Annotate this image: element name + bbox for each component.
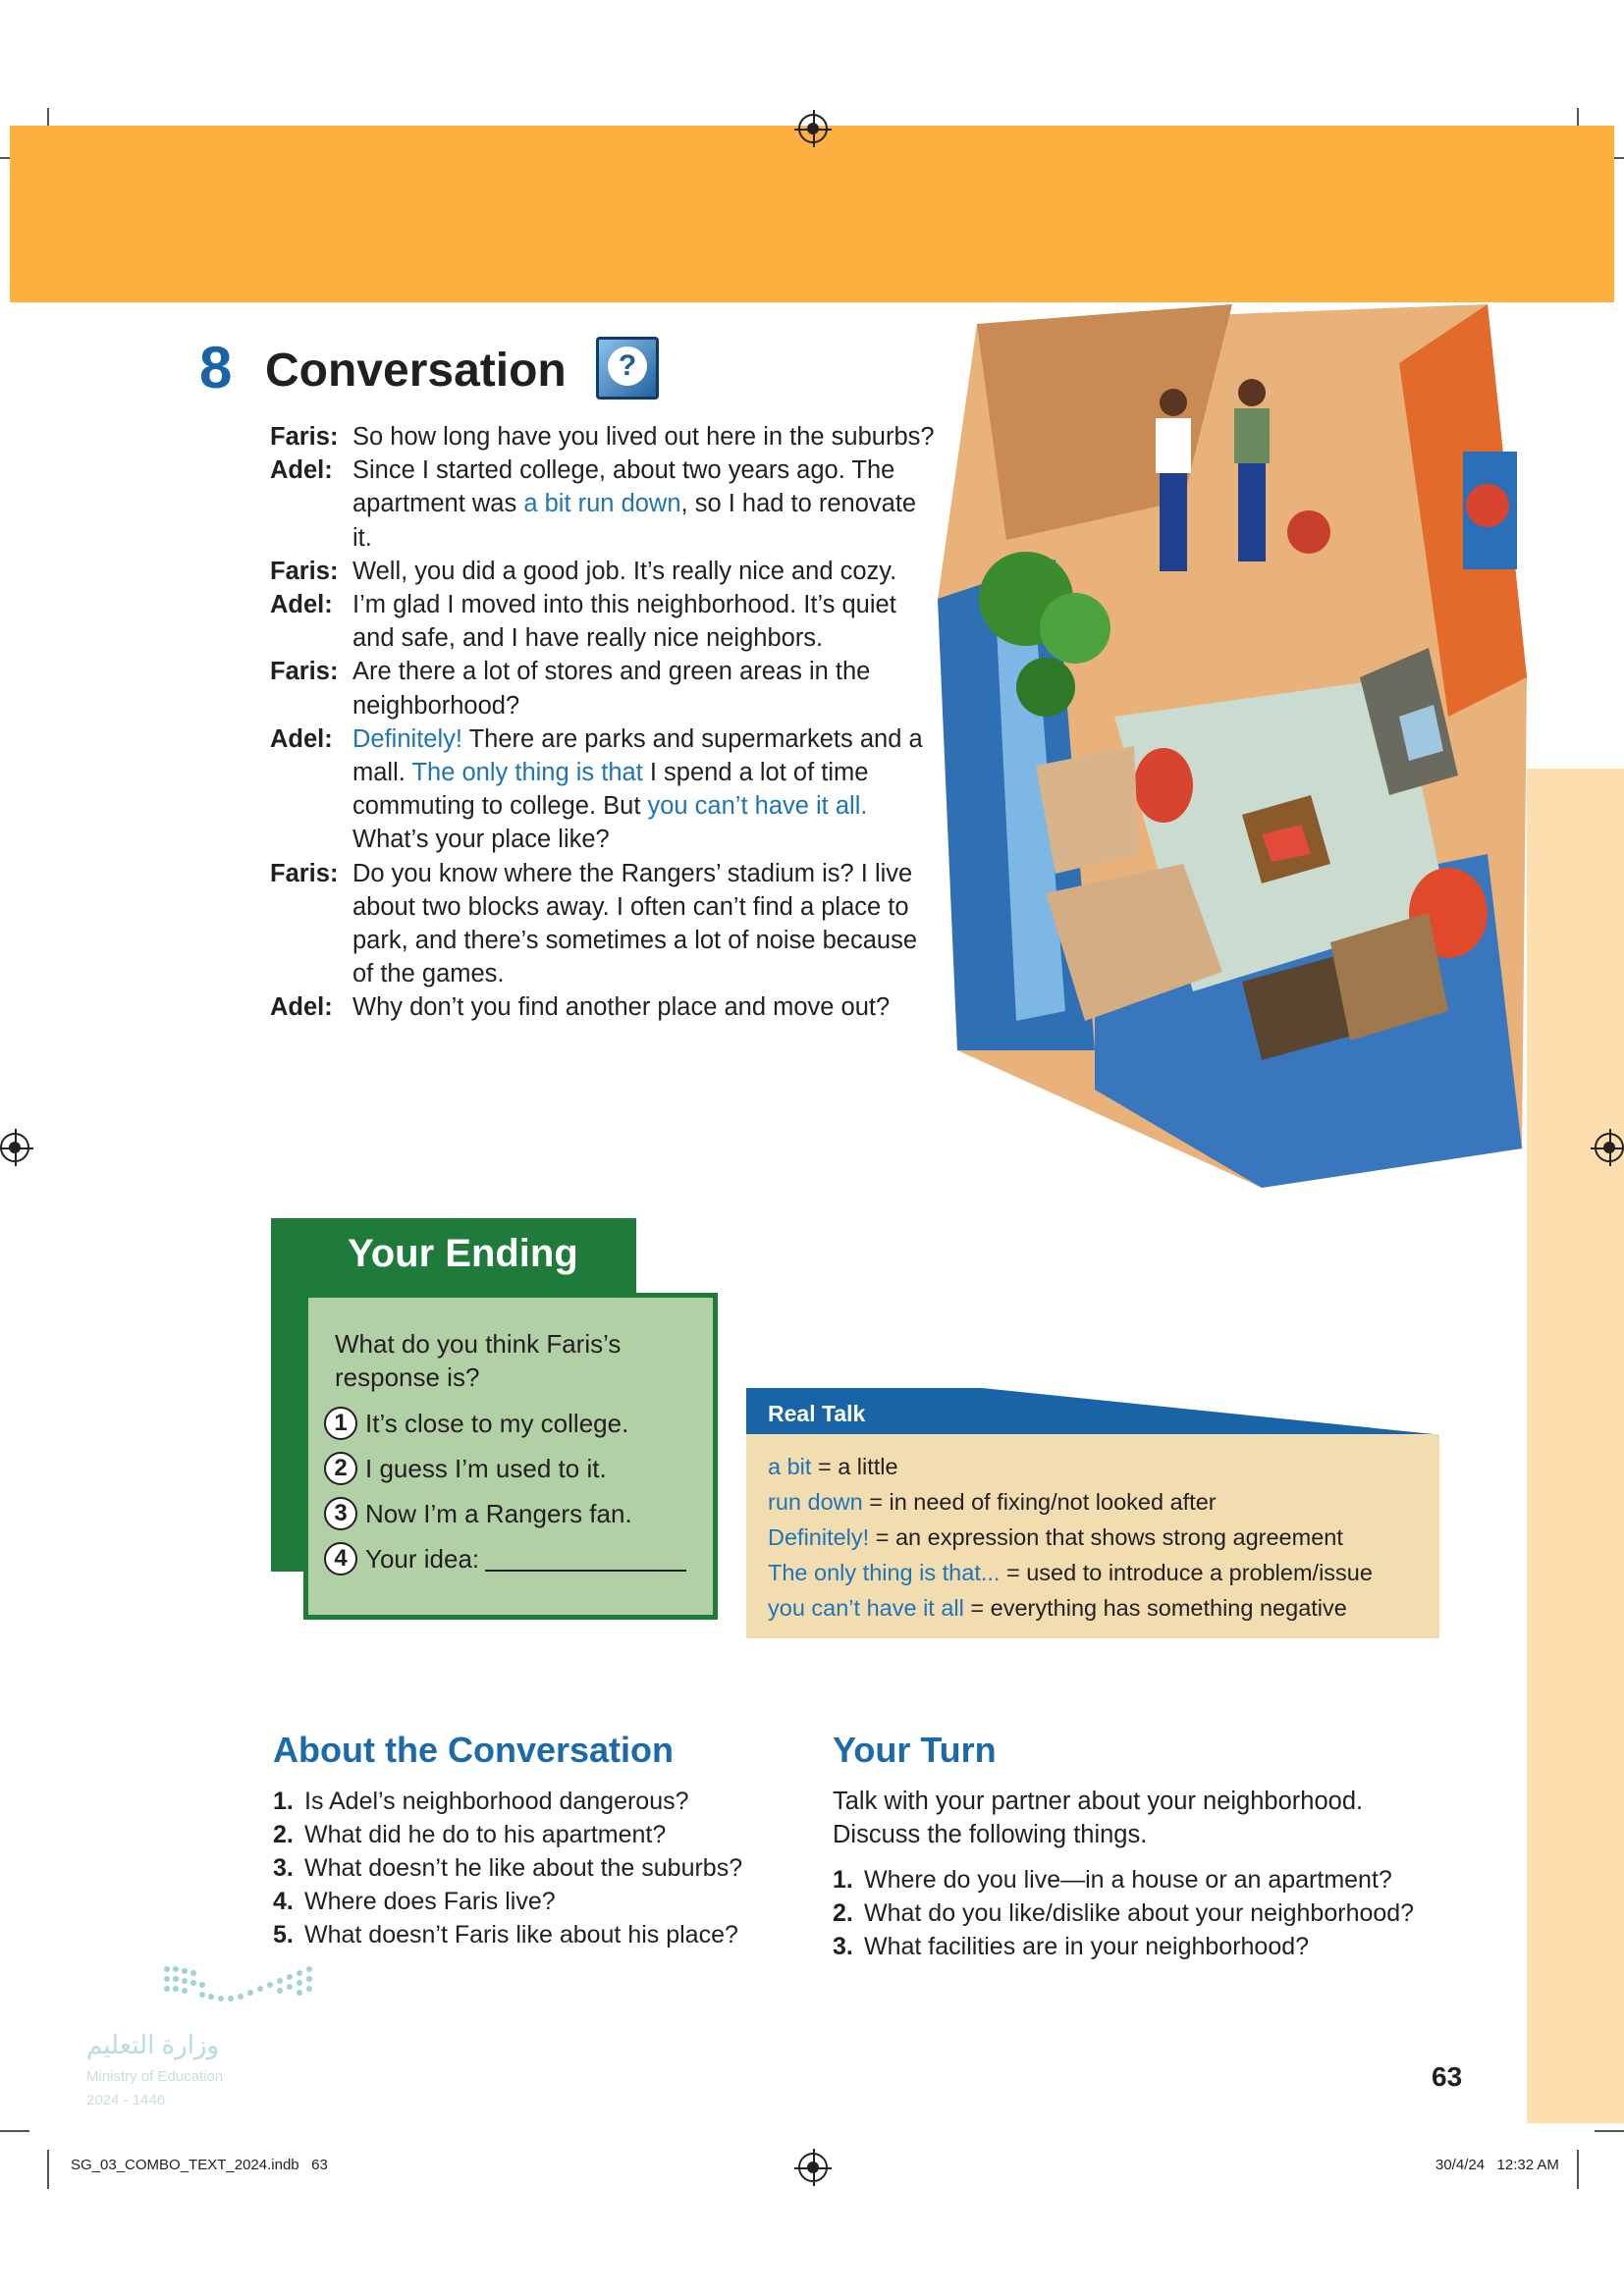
option-text: Now I’m a Rangers fan. — [365, 1498, 632, 1528]
utterance-text: What’s your place like? — [352, 826, 610, 854]
your-ending-question: What do you think Faris’s response is? — [335, 1329, 622, 1392]
speaker-utterance — [352, 555, 938, 588]
section-title: Conversation — [265, 345, 567, 397]
conversation-line — [270, 454, 938, 555]
real-talk-item — [768, 1484, 1435, 1520]
crop-mark — [1595, 2130, 1624, 2132]
real-talk-item — [768, 1555, 1435, 1590]
speaker-name: Adel: — [270, 591, 333, 619]
ministry-year: 2024 - 1446 — [86, 2092, 166, 2109]
ending-option — [324, 1407, 628, 1440]
conversation-dialog — [270, 420, 938, 1025]
ministry-arabic-name: وزارة التعليم — [86, 2030, 220, 2059]
list-item: 5. What doesn’t Faris like about his place? — [273, 1921, 738, 1949]
about-conversation-questions — [273, 1785, 803, 1951]
your-ending-title: Your Ending — [348, 1232, 578, 1275]
real-talk-term: run down — [768, 1489, 863, 1515]
real-talk-definition: = used to introduce a problem/issue — [1000, 1560, 1373, 1585]
ending-option — [324, 1452, 607, 1485]
about-conversation-title: About the Conversation — [273, 1730, 675, 1770]
highlighted-expression: a bit run down — [523, 490, 681, 518]
real-talk-definition: = a little — [811, 1454, 898, 1479]
option-text: I guess I’m used to it. — [365, 1453, 607, 1483]
conversation-line — [270, 655, 938, 721]
real-talk-term: The only thing is that... — [768, 1560, 1001, 1585]
speaker-utterance — [352, 420, 938, 454]
speaker-name: Faris: — [270, 658, 339, 686]
list-item: 1. Is Adel’s neighborhood dangerous? — [273, 1788, 689, 1815]
conversation-line — [270, 990, 938, 1024]
speaker-name: Faris: — [270, 859, 339, 887]
list-item: 1. Where do you live—in a house or an apartment? — [833, 1866, 1392, 1894]
conversation-line — [270, 722, 938, 857]
conversation-line — [270, 555, 938, 588]
answer-blank-line[interactable] — [485, 1546, 686, 1572]
crop-mark — [1577, 2150, 1579, 2189]
utterance-text: Are there a lot of stores and green areas in the neighborhood? — [352, 658, 871, 720]
utterance-text: Why don’t you find another place and move out? — [352, 993, 891, 1022]
option-number-badge: 3 — [324, 1497, 357, 1530]
real-talk-term: Definitely! — [768, 1524, 870, 1550]
section-number: 8 — [199, 335, 233, 400]
registration-mark-icon — [0, 1133, 29, 1162]
highlighted-expression: The only thing is that — [411, 759, 643, 787]
ending-option — [324, 1497, 632, 1530]
real-talk-list — [768, 1449, 1435, 1626]
conversation-line — [270, 420, 938, 454]
registration-mark-icon — [798, 114, 828, 143]
speaker-utterance — [352, 722, 938, 857]
real-talk-title: Real Talk — [768, 1401, 866, 1426]
option-number-badge: 1 — [324, 1407, 357, 1440]
real-talk-item — [768, 1590, 1435, 1626]
real-talk-term: a bit — [768, 1454, 812, 1479]
real-talk-definition: = an expression that shows strong agreement — [869, 1524, 1343, 1550]
real-talk-definition: = in need of fixing/not looked after — [862, 1489, 1217, 1515]
list-item: 3. What doesn’t he like about the suburbs? — [273, 1854, 743, 1882]
option-number-badge: 2 — [324, 1452, 357, 1485]
footer-timestamp: 30/4/24 12:32 AM — [1435, 2157, 1559, 2173]
option-number-badge: 4 — [324, 1542, 357, 1575]
living-room-illustration — [938, 304, 1527, 1188]
real-talk-item — [768, 1449, 1435, 1484]
option-text: Your idea: — [365, 1543, 480, 1574]
speaker-utterance — [352, 454, 938, 555]
ending-option — [324, 1542, 686, 1575]
list-item: 3. What facilities are in your neighborhood? — [833, 1933, 1310, 1960]
list-item: 2. What do you like/dislike about your neighborhood? — [833, 1899, 1415, 1927]
utterance-text: There are parks and supermarkets and a mall. — [352, 724, 923, 787]
utterance-text: Do you know where the Rangers’ stadium is? I live about two blocks away. I often can’t find a place to park, and there’s sometimes a lot of noise because of the games. — [352, 859, 918, 988]
highlighted-expression: you can’t have it all. — [647, 792, 868, 821]
crop-mark — [47, 2150, 49, 2189]
ministry-logo-dots-icon — [162, 1963, 324, 2017]
speaker-name: Adel: — [270, 456, 333, 485]
speaker-name: Faris: — [270, 557, 339, 585]
conversation-line — [270, 857, 938, 991]
speaker-utterance — [352, 655, 938, 721]
utterance-text: Since I started college, about two years ago. The apartment was — [352, 456, 895, 518]
highlighted-expression: Definitely! — [352, 724, 462, 753]
option-text: It’s close to my college. — [365, 1408, 629, 1438]
utterance-text: , so I had to renovate it. — [352, 490, 917, 552]
list-item: 2. What did he do to his apartment? — [273, 1821, 667, 1848]
real-talk-definition: = everything has something negative — [963, 1595, 1347, 1621]
utterance-text: So how long have you lived out here in the suburbs? — [352, 423, 935, 451]
your-turn-questions — [833, 1863, 1481, 1963]
utterance-text: Well, you did a good job. It’s really nice and cozy. — [352, 557, 897, 585]
header-orange-band — [10, 126, 1614, 302]
your-turn-intro: Talk with your partner about your neighborhood. Discuss the following things. — [833, 1788, 1364, 1848]
conversation-line — [270, 588, 938, 655]
list-item: 4. Where does Faris live? — [273, 1888, 556, 1915]
page-number: 63 — [1432, 2061, 1463, 2092]
speaker-utterance — [352, 857, 938, 991]
speaker-utterance — [352, 588, 938, 655]
speaker-name: Faris: — [270, 423, 339, 451]
help-question-icon: ? — [596, 337, 659, 400]
utterance-text: I’m glad I moved into this neighborhood. It’s quiet and safe, and I have really nice neighbors. — [352, 591, 896, 653]
crop-mark — [0, 2130, 29, 2132]
real-talk-term: you can’t have it all — [768, 1595, 964, 1621]
speaker-name: Adel: — [270, 993, 333, 1022]
ministry-english-block — [86, 2065, 223, 2112]
speaker-name: Adel: — [270, 724, 333, 753]
footer-file-info: SG_03_COMBO_TEXT_2024.indb 63 — [71, 2157, 328, 2173]
speaker-utterance — [352, 990, 938, 1024]
utterance-text: I spend a lot of time commuting to college. But — [352, 759, 869, 821]
registration-mark-icon — [1595, 1133, 1624, 1162]
ministry-english-name: Ministry of Education — [86, 2068, 224, 2085]
side-color-strip — [1527, 769, 1624, 2123]
registration-mark-icon — [798, 2153, 828, 2182]
your-turn-title: Your Turn — [833, 1730, 997, 1770]
real-talk-item — [768, 1520, 1435, 1555]
